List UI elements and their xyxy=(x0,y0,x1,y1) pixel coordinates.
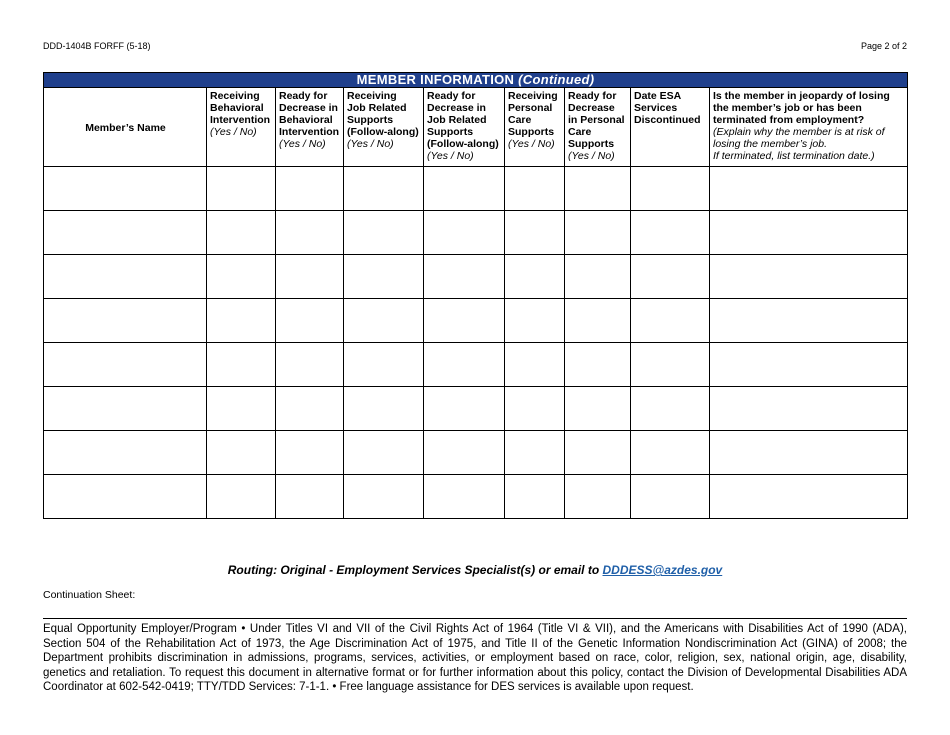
equal-opportunity-notice: Equal Opportunity Employer/Program • Under Titles VI and VII of the Civil Rights Act of 1964 (Title VI & VII), and the Americans with Disabilities Act of 1990 (ADA), Section 504 of the Rehabilitation Act of 1973, the Age Discrimination Act of 1975, and Title II of the Genetic Information Nondiscrimination Act (GINA) of 2008; the Department prohibits discrimination in admissions, programs, services, activities, or employment based on race, color, religion, sex, national origin, age, disability, genetics and retaliation. To request this document in alternative format or for further information about this policy, contact the Division of Developmental Disabilities ADA Coordinator at 602-542-0419; TTY/TDD Services: 7-1-1. • Free language assistance for DES services is available upon request. xyxy=(43,623,907,693)
column-header-label: Member’s Name xyxy=(85,122,166,134)
table-cell[interactable] xyxy=(344,387,424,431)
column-header xyxy=(424,88,505,167)
column-header-label: Ready for Decrease in Job Related Supports (Follow-along) xyxy=(427,90,499,150)
table-cell[interactable] xyxy=(631,387,710,431)
routing-email-link[interactable]: DDDESS@azdes.gov xyxy=(602,563,723,577)
column-header-label: Ready for Decrease in Personal Care Supports xyxy=(568,90,625,150)
table-cell[interactable] xyxy=(207,343,276,387)
continuation-sheet-label: Continuation Sheet: xyxy=(43,589,136,601)
column-header-row xyxy=(44,88,908,167)
table-cell[interactable] xyxy=(710,387,908,431)
table-row xyxy=(44,167,908,211)
table-cell[interactable] xyxy=(344,431,424,475)
table-cell[interactable] xyxy=(424,255,505,299)
column-header-hint: (Yes / No) xyxy=(508,138,555,150)
table-cell[interactable] xyxy=(505,299,565,343)
table-cell[interactable] xyxy=(276,211,344,255)
member-information-table xyxy=(43,72,908,519)
table-cell[interactable] xyxy=(207,211,276,255)
table-row xyxy=(44,211,908,255)
column-header-hint: (Yes / No) xyxy=(347,138,394,150)
column-header xyxy=(276,88,344,167)
table-cell[interactable] xyxy=(505,475,565,519)
table-cell[interactable] xyxy=(276,431,344,475)
routing-instructions xyxy=(0,563,950,577)
table-cell[interactable] xyxy=(44,475,207,519)
column-header-label: Is the member in jeopardy of losing the member’s job or has been terminated from employment? xyxy=(713,90,890,126)
table-cell[interactable] xyxy=(207,299,276,343)
table-cell[interactable] xyxy=(276,167,344,211)
table-cell[interactable] xyxy=(710,255,908,299)
table-row xyxy=(44,431,908,475)
table-cell[interactable] xyxy=(505,255,565,299)
table-cell[interactable] xyxy=(631,431,710,475)
table-cell[interactable] xyxy=(505,211,565,255)
table-cell[interactable] xyxy=(276,475,344,519)
table-cell[interactable] xyxy=(276,255,344,299)
column-header xyxy=(710,88,908,167)
table-cell[interactable] xyxy=(424,475,505,519)
table-cell[interactable] xyxy=(424,167,505,211)
column-header-hint: (Yes / No) xyxy=(210,126,257,138)
column-header-hint: (Yes / No) xyxy=(427,150,474,162)
table-cell[interactable] xyxy=(424,431,505,475)
table-cell[interactable] xyxy=(631,475,710,519)
table-cell[interactable] xyxy=(44,167,207,211)
column-header xyxy=(344,88,424,167)
column-header-label: Receiving Job Related Supports (Follow-along) xyxy=(347,90,419,138)
page-number: Page 2 of 2 xyxy=(860,41,907,51)
table-row xyxy=(44,475,908,519)
table-cell[interactable] xyxy=(631,343,710,387)
table-cell[interactable] xyxy=(710,299,908,343)
table-cell[interactable] xyxy=(276,343,344,387)
table-cell[interactable] xyxy=(276,299,344,343)
table-cell[interactable] xyxy=(424,211,505,255)
table-cell[interactable] xyxy=(710,211,908,255)
table-cell[interactable] xyxy=(424,343,505,387)
column-header xyxy=(505,88,565,167)
table-cell[interactable] xyxy=(44,387,207,431)
table-cell[interactable] xyxy=(565,431,631,475)
table-row xyxy=(44,343,908,387)
table-cell[interactable] xyxy=(565,475,631,519)
table-cell[interactable] xyxy=(207,387,276,431)
table-row xyxy=(44,387,908,431)
routing-text: Routing: Original - Employment Services Specialist(s) or email to xyxy=(227,563,603,577)
column-header-hint: (Yes / No) xyxy=(568,150,615,162)
table-cell[interactable] xyxy=(207,255,276,299)
table-cell[interactable] xyxy=(710,475,908,519)
table-cell[interactable] xyxy=(207,167,276,211)
table-cell[interactable] xyxy=(710,431,908,475)
table-cell[interactable] xyxy=(424,387,505,431)
table-cell[interactable] xyxy=(565,167,631,211)
table-cell[interactable] xyxy=(505,343,565,387)
table-cell[interactable] xyxy=(344,255,424,299)
table-title-text: MEMBER INFORMATION xyxy=(356,72,515,87)
table-body xyxy=(44,167,908,519)
table-cell[interactable] xyxy=(565,211,631,255)
table-cell[interactable] xyxy=(207,431,276,475)
table-title xyxy=(44,73,908,88)
column-header-label: Ready for Decrease in Behavioral Intervention xyxy=(279,90,340,138)
table-cell[interactable] xyxy=(565,299,631,343)
table-cell[interactable] xyxy=(344,167,424,211)
table-cell[interactable] xyxy=(505,167,565,211)
table-cell[interactable] xyxy=(344,211,424,255)
table-cell[interactable] xyxy=(344,475,424,519)
column-header-hint: (Explain why the member is at risk of losing the member’s job. If terminated, list termination date.) xyxy=(713,126,885,162)
column-header xyxy=(631,88,710,167)
column-header xyxy=(565,88,631,167)
column-header xyxy=(207,88,276,167)
table-cell[interactable] xyxy=(424,299,505,343)
column-header-label: Receiving Behavioral Intervention xyxy=(210,90,271,126)
table-cell[interactable] xyxy=(565,255,631,299)
table-row xyxy=(44,255,908,299)
form-number: DDD-1404B FORFF (5-18) xyxy=(43,41,151,51)
table-row xyxy=(44,299,908,343)
column-header-label: Date ESA Services Discontinued xyxy=(634,90,701,126)
table-title-suffix: (Continued) xyxy=(518,72,595,87)
column-header-hint: (Yes / No) xyxy=(279,138,326,150)
table-cell[interactable] xyxy=(344,343,424,387)
column-header xyxy=(44,88,207,167)
table-cell[interactable] xyxy=(207,475,276,519)
table-cell[interactable] xyxy=(631,255,710,299)
table-cell[interactable] xyxy=(505,387,565,431)
table-cell[interactable] xyxy=(631,167,710,211)
column-header-label: Receiving Personal Care Supports xyxy=(508,90,558,138)
table-cell[interactable] xyxy=(565,343,631,387)
table-cell[interactable] xyxy=(44,299,207,343)
table-cell[interactable] xyxy=(565,387,631,431)
table-cell[interactable] xyxy=(631,299,710,343)
table-cell[interactable] xyxy=(44,343,207,387)
table-cell[interactable] xyxy=(44,255,207,299)
continuation-divider xyxy=(43,618,907,619)
table-cell[interactable] xyxy=(710,167,908,211)
table-cell[interactable] xyxy=(276,387,344,431)
table-cell[interactable] xyxy=(505,431,565,475)
table-cell[interactable] xyxy=(344,299,424,343)
table-cell[interactable] xyxy=(44,211,207,255)
table-cell[interactable] xyxy=(44,431,207,475)
table-cell[interactable] xyxy=(631,211,710,255)
table-cell[interactable] xyxy=(710,343,908,387)
